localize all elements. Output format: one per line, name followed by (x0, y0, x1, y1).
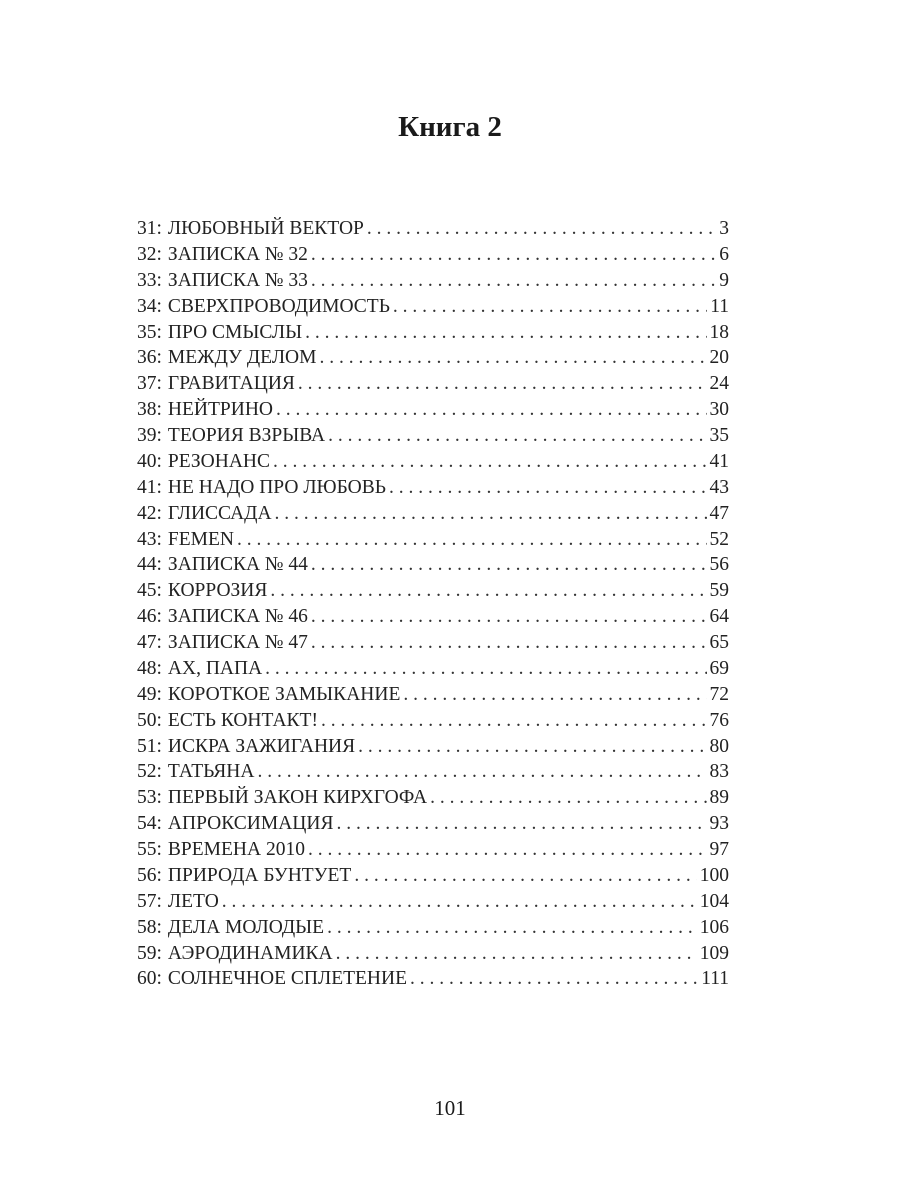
toc-entry-page: 11 (710, 295, 729, 317)
toc-entry-page: 83 (709, 761, 729, 783)
toc-entry-number: 33: (137, 269, 162, 291)
dot-leader (367, 216, 716, 242)
toc-entry (137, 759, 729, 785)
toc-entry-page: 76 (709, 709, 729, 731)
dot-leader (430, 785, 706, 811)
dot-leader (336, 941, 697, 967)
dot-leader (257, 759, 706, 785)
toc-entry-number: 42: (137, 502, 162, 524)
dot-leader (311, 552, 707, 578)
toc-entry (137, 371, 729, 397)
toc-entry-number: 36: (137, 347, 162, 369)
page-number: 101 (434, 1096, 466, 1120)
toc-entry-title: АПРОКСИМАЦИЯ (167, 813, 334, 835)
dot-leader (276, 397, 706, 423)
toc-entry-page: 72 (709, 683, 729, 705)
toc-entry-title: ВРЕМЕНА 2010 (167, 839, 305, 860)
toc-entry-title: ЗАПИСКА № 47 (167, 632, 308, 653)
toc-entry (137, 345, 729, 371)
toc-entry-number: 51: (137, 735, 162, 757)
dot-leader (311, 268, 716, 294)
dot-leader (403, 682, 706, 708)
toc-entry (137, 811, 729, 837)
toc-entry (137, 734, 729, 760)
toc-entry-number: 47: (137, 632, 162, 653)
toc-entry-title: ГРАВИТАЦИЯ (167, 373, 295, 395)
toc-entry-title: ЗАПИСКА № 46 (167, 606, 308, 628)
toc-entry-title: ДЕЛА МОЛОДЫЕ (167, 916, 325, 938)
toc-entry-title: ЗАПИСКА № 32 (167, 243, 308, 265)
toc-entry (137, 785, 729, 811)
toc-entry-number: 53: (137, 787, 162, 809)
toc-entry-page: 20 (709, 347, 729, 369)
toc-entry-number: 49: (137, 683, 162, 705)
dot-leader (319, 345, 706, 371)
toc-entry (137, 475, 729, 501)
toc-entry-title: ЕСТЬ КОНТАКТ! (167, 709, 318, 731)
toc-entry-page: 43 (709, 476, 729, 498)
toc-entry-number: 31: (137, 218, 162, 239)
toc-entry (137, 966, 729, 992)
toc-entry-title: ЗАПИСКА № 33 (167, 269, 308, 291)
toc-entry-number: 40: (137, 450, 162, 472)
toc-entry-number: 44: (137, 554, 162, 576)
toc-entry-title: РЕЗОНАНС (167, 450, 271, 472)
toc-entry-number: 45: (137, 580, 162, 602)
toc-entry-page: 93 (709, 813, 729, 835)
dot-leader (358, 734, 706, 760)
toc-entry-page: 80 (709, 735, 729, 757)
toc-entry (137, 552, 729, 578)
toc-entry-number: 50: (137, 709, 162, 731)
dot-leader (270, 578, 706, 604)
dot-leader (298, 371, 707, 397)
toc-entry-number: 60: (137, 968, 162, 990)
toc-entry-title: НЕ НАДО ПРО ЛЮБОВЬ (167, 476, 386, 498)
toc-entry-title: КОРОТКОЕ ЗАМЫКАНИЕ (167, 683, 401, 705)
toc-entry-page: 111 (701, 968, 729, 990)
toc-entry-title: ЗАПИСКА № 44 (167, 554, 308, 576)
dot-leader (265, 656, 706, 682)
dot-leader (393, 294, 707, 320)
toc-entry-page: 64 (709, 606, 729, 628)
toc-entry (137, 449, 729, 475)
toc-entry-page: 109 (699, 942, 729, 964)
toc-entry (137, 242, 729, 268)
toc-entry-number: 56: (137, 864, 162, 886)
toc-entry (137, 578, 729, 604)
toc-entry-title: СОЛНЕЧНОЕ СПЛЕТЕНИЕ (167, 968, 408, 990)
toc-entry (137, 216, 729, 242)
toc-entry (137, 682, 729, 708)
toc-entry-page: 9 (719, 269, 729, 291)
toc-entry (137, 320, 729, 346)
dot-leader (336, 811, 706, 837)
toc-entry (137, 501, 729, 527)
toc-entry-title: ПРО СМЫСЛЫ (167, 321, 303, 343)
toc-entry-number: 52: (137, 761, 162, 783)
toc-entry-page: 56 (709, 554, 729, 576)
toc-entry-page: 30 (709, 399, 729, 421)
toc-entry-page: 104 (699, 890, 729, 912)
dot-leader (237, 527, 706, 553)
toc-entry (137, 294, 729, 320)
dot-leader (273, 449, 706, 475)
toc-entry-title: ПРИРОДА БУНТУЕТ (167, 864, 352, 886)
toc-entry-page: 6 (719, 243, 729, 265)
toc-entry-number: 46: (137, 606, 162, 628)
toc-entry (137, 863, 729, 889)
toc-entry-page: 65 (709, 632, 729, 653)
toc-entry-page: 106 (699, 916, 729, 938)
toc-entry (137, 941, 729, 967)
dot-leader (389, 475, 707, 501)
toc-entry-page: 59 (709, 580, 729, 602)
toc-entry (137, 630, 729, 656)
toc-entry-title: МЕЖДУ ДЕЛОМ (167, 347, 317, 369)
toc-entry-number: 38: (137, 399, 162, 421)
toc-entry (137, 423, 729, 449)
toc-entry (137, 889, 729, 915)
toc-entry-title: НЕЙТРИНО (167, 399, 274, 421)
toc-entry (137, 708, 729, 734)
toc-entry-number: 39: (137, 425, 162, 446)
book-title: Книга 2 (398, 111, 502, 144)
dot-leader (410, 966, 698, 992)
toc-entry-page: 18 (709, 321, 729, 343)
toc-entry-title: FEMEN (167, 528, 235, 550)
toc-entry-title: АЭРОДИНАМИКА (167, 942, 333, 964)
toc-entry-number: 58: (137, 916, 162, 938)
toc-entry (137, 527, 729, 553)
toc-entry-title: КОРРОЗИЯ (167, 580, 268, 602)
toc-entry-page: 97 (709, 839, 729, 860)
dot-leader (321, 708, 707, 734)
table-of-contents (137, 216, 729, 992)
dot-leader (275, 501, 707, 527)
dot-leader (327, 915, 697, 941)
toc-entry-title: ПЕРВЫЙ ЗАКОН КИРХГОФА (167, 787, 428, 809)
toc-entry-number: 48: (137, 657, 162, 679)
toc-entry-page: 41 (709, 450, 729, 472)
toc-entry-title: ИСКРА ЗАЖИГАНИЯ (167, 735, 356, 757)
dot-leader (311, 630, 707, 656)
dot-leader (308, 837, 707, 863)
dot-leader (328, 423, 706, 449)
toc-entry-number: 57: (137, 890, 162, 912)
toc-entry-page: 47 (709, 502, 729, 524)
dot-leader (222, 889, 697, 915)
toc-entry (137, 837, 729, 863)
dot-leader (354, 863, 696, 889)
toc-entry-page: 69 (709, 657, 729, 679)
toc-entry (137, 397, 729, 423)
toc-entry (137, 656, 729, 682)
toc-entry-page: 100 (699, 864, 729, 886)
toc-entry-title: ГЛИССАДА (167, 502, 272, 524)
toc-entry (137, 604, 729, 630)
toc-entry-number: 32: (137, 243, 162, 265)
dot-leader (311, 604, 707, 630)
dot-leader (305, 320, 706, 346)
toc-entry-title: ТАТЬЯНА (167, 761, 255, 783)
toc-entry (137, 268, 729, 294)
toc-entry-page: 35 (709, 425, 729, 446)
toc-entry-title: ЛЕТО (167, 890, 219, 912)
toc-entry-page: 24 (709, 373, 729, 395)
dot-leader (311, 242, 716, 268)
toc-entry-number: 55: (137, 839, 162, 860)
toc-entry-title: ЛЮБОВНЫЙ ВЕКТОР (167, 218, 364, 239)
toc-entry-title: СВЕРХПРОВОДИМОСТЬ (167, 295, 390, 317)
toc-entry-page: 52 (709, 528, 729, 550)
toc-entry-number: 54: (137, 813, 162, 835)
toc-entry-number: 35: (137, 321, 162, 343)
toc-entry-number: 41: (137, 476, 162, 498)
toc-entry-number: 43: (137, 528, 162, 550)
toc-entry-number: 34: (137, 295, 162, 317)
toc-entry-page: 89 (709, 787, 729, 809)
toc-entry-title: ТЕОРИЯ ВЗРЫВА (167, 425, 326, 446)
toc-entry-title: АХ, ПАПА (167, 657, 263, 679)
toc-entry-number: 59: (137, 942, 162, 964)
toc-entry (137, 915, 729, 941)
toc-entry-number: 37: (137, 373, 162, 395)
toc-entry-page: 3 (719, 218, 729, 239)
